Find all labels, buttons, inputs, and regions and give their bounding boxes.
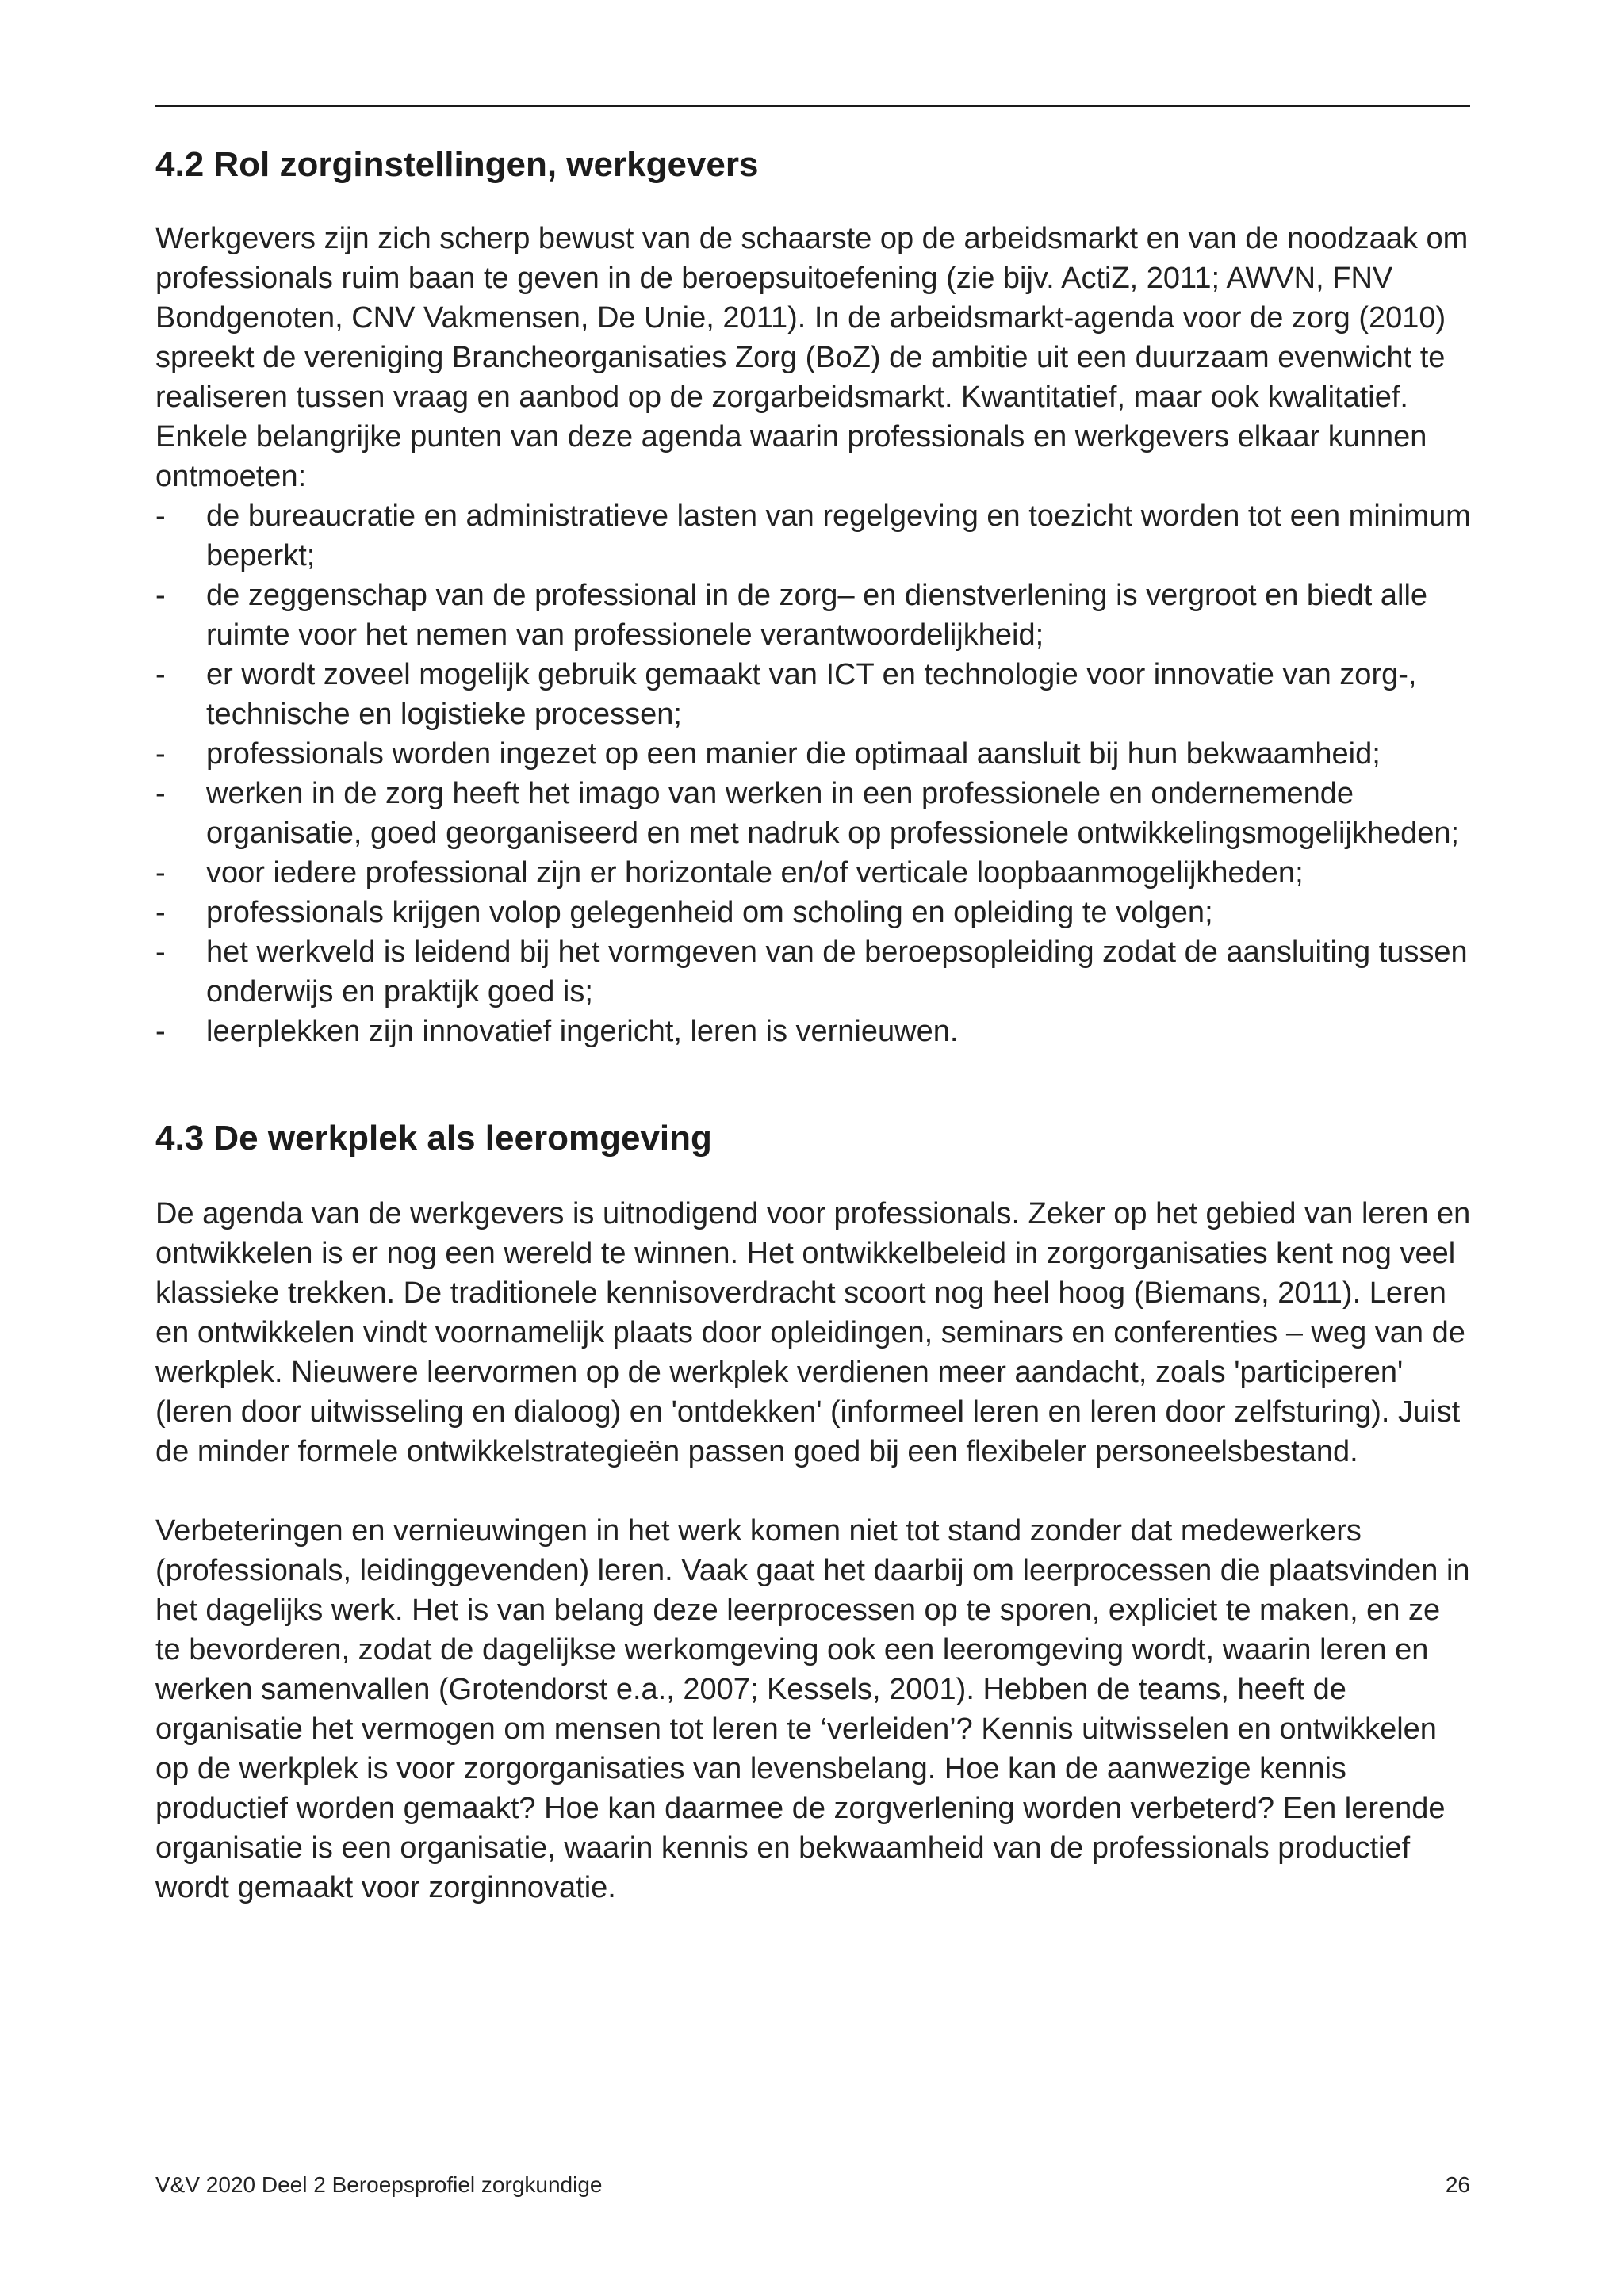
bullet-list: [155, 496, 1472, 1051]
section-4-2-intro: Werkgevers zijn zich scherp bewust van de schaarste op de arbeidsmarkt en van de noodzaak om professionals ruim baan te geven in de beroepsuitoefening (zie bijv. ActiZ, 2011; AWVN, FNV Bondgenoten, CNV Vakmensen, De Unie, 2011). In de arbeidsmarkt-agenda voor de zorg (2010) spreekt de vereniging Brancheorganisaties Zorg (BoZ) de ambitie uit een duurzaam evenwicht te realiseren tussen vraag en aanbod op de zorgarbeidsmarkt. Kwantitatief, maar ook kwalitatief. Enkele belangrijke punten van deze agenda waarin professionals en werkgevers elkaar kunnen ontmoeten:: [155, 222, 1469, 493]
section-heading-4-3: 4.3 De werkplek als leeromgeving: [155, 1119, 712, 1158]
bullet-dash: -: [155, 1015, 166, 1048]
section-4-3: [155, 1116, 1472, 1908]
list-item-text: leerplekken zijn innovatief ingericht, leren is vernieuwen.: [206, 1015, 959, 1048]
list-item-text: werken in de zorg heeft het imago van werken in een professionele en ondernemende organisatie, goed georganiseerd en met nadruk op professionele ontwikkelingsmogelijkheden;: [206, 777, 1460, 850]
list-item-text: er wordt zoveel mogelijk gebruik gemaakt van ICT en technologie voor innovatie van zorg-, technische en logistieke processen;: [206, 658, 1417, 731]
bullet-dash: -: [155, 936, 166, 969]
bullet-dash: -: [155, 499, 166, 533]
bullet-dash: -: [155, 579, 166, 612]
section-4-2: [155, 143, 1472, 1051]
list-item: [155, 496, 1472, 576]
bullet-dash: -: [155, 896, 166, 929]
page-footer: [155, 2171, 1470, 2199]
section-4-3-paragraph-1: De agenda van de werkgevers is uitnodigend voor professionals. Zeker op het gebied van leren en ontwikkelen is er nog een wereld te winnen. Het ontwikkelbeleid in zorgorganisaties kent nog veel klassieke trekken. De traditionele kennisoverdracht scoort nog heel hoog (Biemans, 2011). Leren en ontwikkelen vindt voornamelijk plaats door opleidingen, seminars en conferenties – weg van de werkplek. Nieuwere leervormen op de werkplek verdienen meer aandacht, zoals 'participeren' (leren door uitwisseling en dialoog) en 'ontdekken' (informeel leren en leren door zelfsturing). Juist de minder formele ontwikkelstrategieën passen goed bij een flexibeler personeelsbestand.: [155, 1197, 1471, 1468]
list-item: [155, 734, 1472, 774]
section-heading-4-2: 4.2 Rol zorginstellingen, werkgevers: [155, 145, 759, 184]
list-item: [155, 893, 1472, 932]
bullet-dash: -: [155, 777, 166, 810]
section-4-3-paragraph-2: Verbeteringen en vernieuwingen in het werk komen niet tot stand zonder dat medewerkers (professionals, leidinggevenden) leren. Vaak gaat het daarbij om leerprocessen die plaatsvinden in het dagelijks werk. Het is van belang deze leerprocessen op te sporen, expliciet te maken, en ze te bevorderen, zodat de dagelijkse werkomgeving ook een leeromgeving wordt, waarin leren en werken samenvallen (Grotendorst e.a., 2007; Kessels, 2001). Hebben de teams, heeft de organisatie het vermogen om mensen tot leren te ‘verleiden’? Kennis uitwisselen en ontwikkelen op de werkplek is voor zorgorganisaties van levensbelang. Hoe kan de aanwezige kennis productief worden gemaakt? Hoe kan daarmee de zorgverlening worden verbeterd? Een lerende organisatie is een organisatie, waarin kennis en bekwaamheid van de professionals productief wordt gemaakt voor zorginnovatie.: [155, 1514, 1470, 1904]
bullet-dash: -: [155, 856, 166, 890]
list-item-text: professionals krijgen volop gelegenheid om scholing en opleiding te volgen;: [206, 896, 1213, 929]
list-item: [155, 1012, 1472, 1051]
list-item: [155, 774, 1472, 853]
list-item-text: voor iedere professional zijn er horizontale en/of verticale loopbaanmogelijkheden;: [206, 856, 1304, 890]
bullet-dash: -: [155, 737, 166, 771]
page-number: 26: [1445, 2172, 1470, 2197]
list-item-text: het werkveld is leidend bij het vormgeven van de beroepsopleiding zodat de aansluiting tussen onderwijs en praktijk goed is;: [206, 936, 1468, 1008]
bullet-dash: -: [155, 658, 166, 691]
list-item: [155, 655, 1472, 734]
list-item-text: de bureaucratie en administratieve lasten van regelgeving en toezicht worden tot een minimum beperkt;: [206, 499, 1471, 572]
list-item: [155, 932, 1472, 1012]
list-item-text: professionals worden ingezet op een manier die optimaal aansluit bij hun bekwaamheid;: [206, 737, 1381, 771]
list-item: [155, 576, 1472, 655]
list-item-text: de zeggenschap van de professional in de zorg– en dienstverlening is vergroot en biedt alle ruimte voor het nemen van professionele verantwoordelijkheid;: [206, 579, 1428, 652]
top-rule: [155, 105, 1470, 107]
page-content: [155, 143, 1472, 1908]
footer-publication-title: V&V 2020 Deel 2 Beroepsprofiel zorgkundige: [155, 2172, 603, 2197]
list-item: [155, 853, 1472, 893]
